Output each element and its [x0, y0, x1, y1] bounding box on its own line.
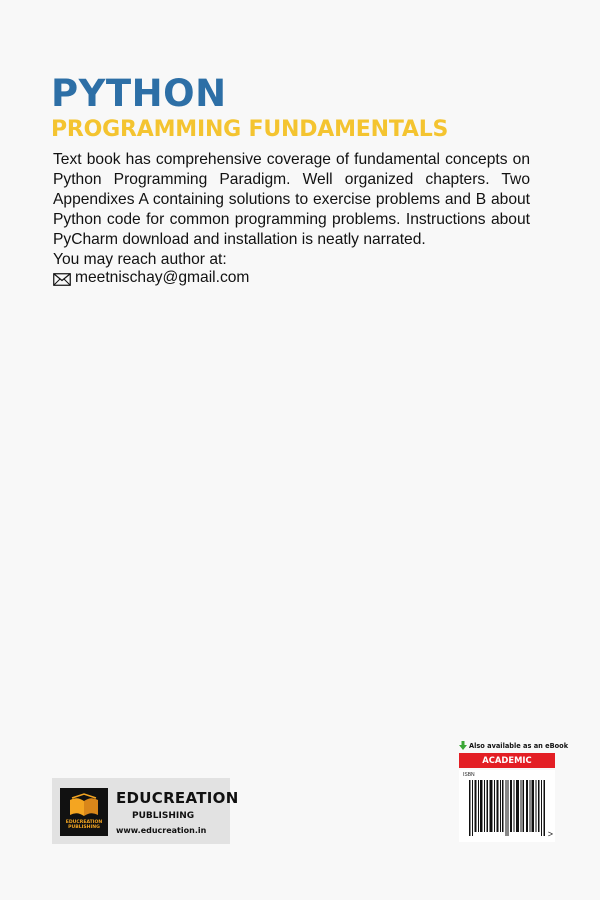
publisher-logo-text: EDUCREATION PUBLISHING — [65, 820, 103, 830]
publisher-name: EDUCREATION — [116, 789, 239, 807]
publisher-url[interactable]: www.educreation.in — [116, 826, 207, 835]
download-arrow-icon — [459, 741, 467, 750]
contact-label: You may reach author at: — [53, 251, 227, 268]
envelope-icon — [53, 272, 71, 285]
isbn-barcode-box — [459, 770, 555, 842]
barcode — [469, 780, 547, 836]
category-badge: ACADEMIC — [459, 753, 555, 768]
author-email[interactable]: meetnischay@gmail.com — [75, 269, 250, 286]
book-description: Text book has comprehensive coverage of fundamental concepts on Python Programming Paradigm. Well organized chapters. Two Appendixes A containing solutions to exercise problems and B about Python code for common programming problems. Instructions about PyCharm download and installation is neatly narrated. — [53, 151, 530, 248]
publisher-logo — [60, 788, 108, 836]
ebook-text: Also available as an eBook — [469, 741, 569, 750]
publisher-subtitle: PUBLISHING — [132, 811, 195, 821]
book-title: PYTHON — [51, 72, 227, 115]
author-email-row — [53, 268, 249, 288]
book-subtitle: PROGRAMMING FUNDAMENTALS — [51, 117, 449, 142]
isbn-label: ISBN — [463, 772, 475, 778]
ebook-notice — [459, 741, 568, 750]
publisher-block — [52, 778, 239, 844]
barcode-arrow: > — [547, 829, 553, 839]
